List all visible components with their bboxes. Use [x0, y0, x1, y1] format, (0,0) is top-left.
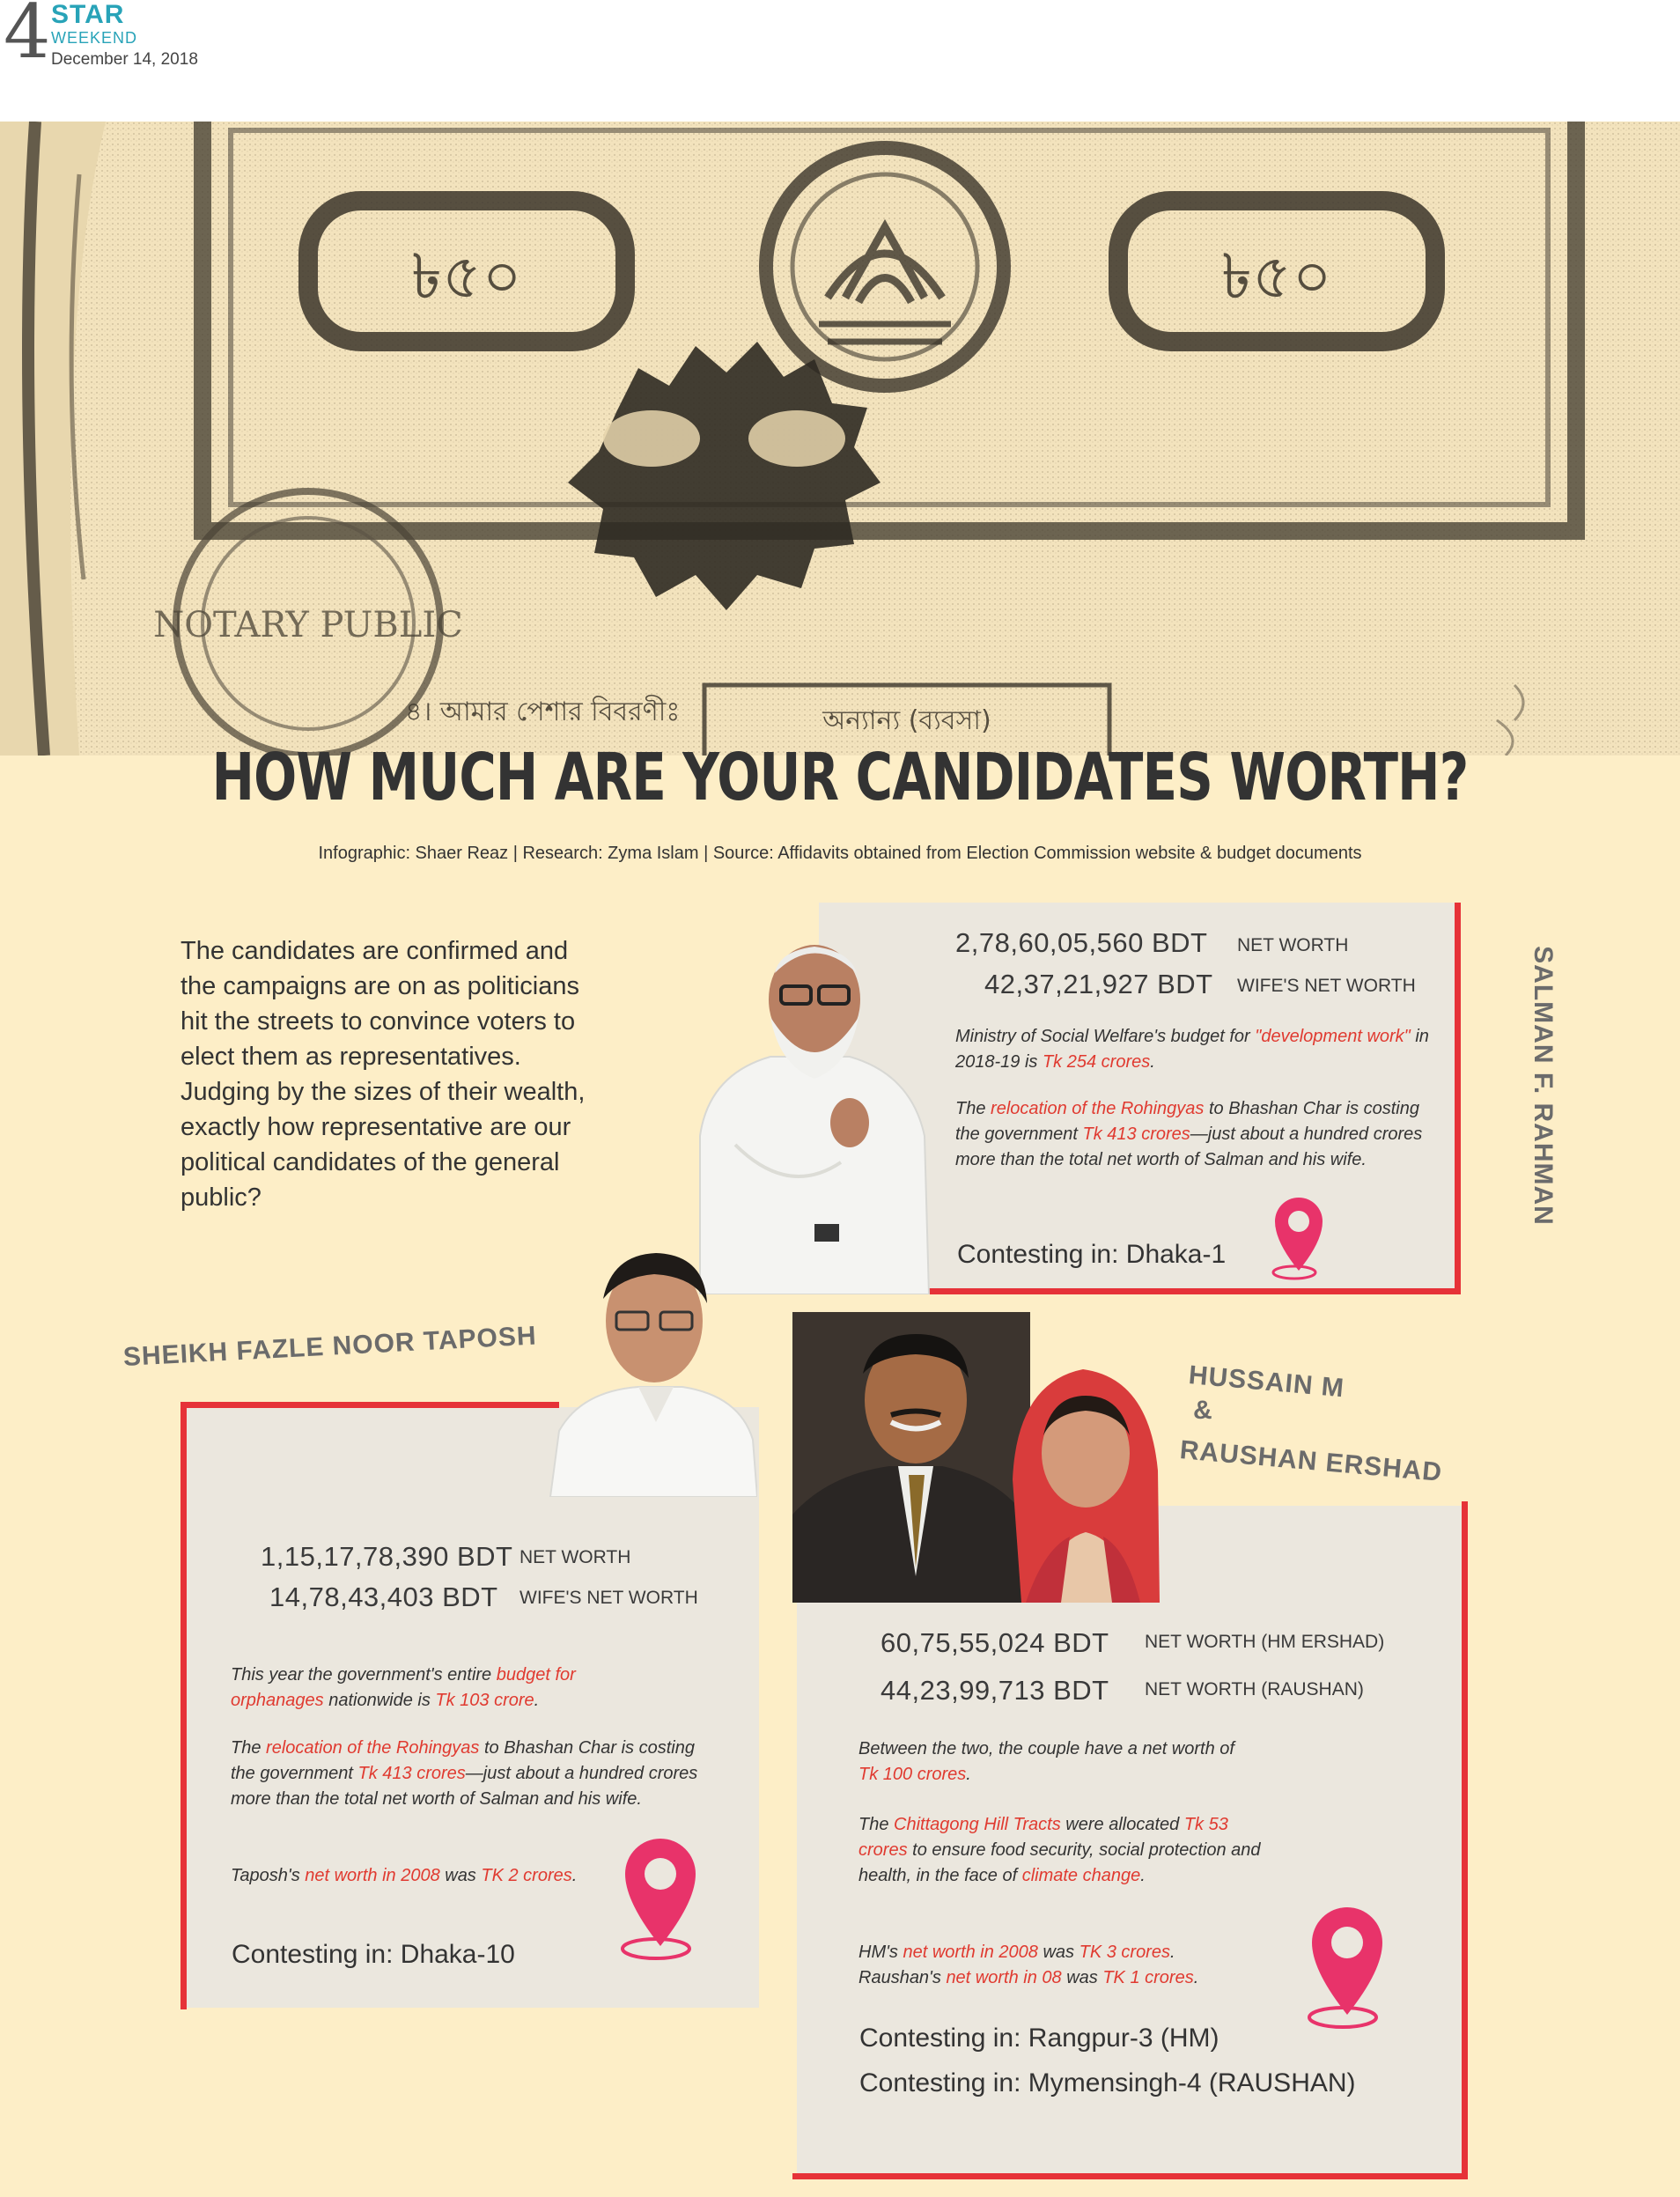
taposh-constituency: Contesting in: Dhaka-10	[232, 1940, 515, 1969]
taposh-wife-net-worth-label: WIFE'S NET WORTH	[519, 1588, 698, 1608]
ershad-name-ampersand: &	[1193, 1396, 1213, 1425]
ershad-note-cht: The Chittagong Hill Tracts were allocated Tk 53 crores to ensure food security, social protection and health, in the face of climate change.	[858, 1815, 1261, 1885]
credits-line: Infographic: Shaer Reaz | Research: Zyma Islam | Source: Affidavits obtained from Election Commission website & budget documents	[318, 844, 1362, 863]
raushan-net-worth-label: NET WORTH (RAUSHAN)	[1145, 1679, 1364, 1699]
hm-net-worth-label: NET WORTH (HM ERSHAD)	[1145, 1632, 1385, 1652]
salman-card-border-bottom	[911, 1288, 1461, 1294]
salman-net-worth-label: NET WORTH	[1237, 935, 1349, 955]
page-title: HOW MUCH ARE YOUR CANDIDATES WORTH?	[211, 740, 1469, 815]
salman-wife-net-worth-value: 42,37,21,927 BDT	[984, 969, 1213, 999]
location-pin-icon	[1268, 1193, 1330, 1281]
affidavit-stamp-illustration	[0, 122, 1680, 756]
location-pin-icon	[616, 1832, 704, 1964]
stamp-value-left: ৳৫০	[411, 240, 522, 313]
hm-net-worth-value: 60,75,55,024 BDT	[881, 1627, 1109, 1658]
hm-constituency: Contesting in: Rangpur-3 (HM)	[859, 2024, 1219, 2053]
hm-ershad-portrait	[792, 1312, 1030, 1603]
taposh-note-2008: Taposh's net worth in 2008 was TK 2 crores.	[231, 1866, 578, 1885]
salman-card-border-right	[1455, 903, 1461, 1294]
issue-date: December 14, 2018	[51, 50, 198, 69]
raushan-constituency: Contesting in: Mymensingh-4 (RAUSHAN)	[859, 2068, 1356, 2097]
location-pin-icon	[1303, 1900, 1391, 2032]
ershad-note-combined: Between the two, the couple have a net worth of Tk 100 crores.	[858, 1739, 1234, 1784]
taposh-name: SHEIKH FAZLE NOOR TAPOSH	[122, 1321, 538, 1372]
ershad-card-border-right	[1462, 1501, 1468, 2179]
taposh-wife-net-worth-value: 14,78,43,403 BDT	[269, 1581, 498, 1612]
salman-net-worth-value: 2,78,60,05,560 BDT	[955, 927, 1208, 958]
salman-wife-net-worth-label: WIFE'S NET WORTH	[1237, 976, 1416, 996]
taposh-note-orphanage-budget: This year the government's entire budget for orphanages nationwide is Tk 103 crore.	[231, 1665, 576, 1710]
raushan-net-worth-value: 44,23,99,713 BDT	[881, 1675, 1109, 1706]
ershad-card-border-bottom	[792, 2173, 1468, 2179]
taposh-note-rohingya: The relocation of the Rohingyas to Bhashan Char is costing the government Tk 413 crores—just about a hundred crores more than the total net worth of Salman and his wife.	[231, 1738, 698, 1809]
brand-weekend: WEEKEND	[51, 29, 138, 47]
taposh-portrait	[542, 1237, 757, 1497]
brand-star: STAR	[51, 0, 125, 29]
salman-note-rohingya: The relocation of the Rohingyas to Bhashan Char is costing the government Tk 413 crores—just about a hundred crores more than the total net worth of Salman and his wife.	[955, 1099, 1423, 1169]
intro-paragraph: The candidates are confirmed and the campaigns are on as politicians hit the streets to convince voters to elect them as representatives. Judging by the sizes of their wealth, exactly how representative are our political candidates of the general public?	[181, 937, 586, 1212]
ershad-note-2008: HM's net worth in 2008 was TK 3 crores. Raushan's net worth in 08 was TK 1 crores.	[858, 1943, 1199, 1987]
masthead	[0, 0, 1680, 122]
salman-name: SALMAN F. RAHMAN	[1529, 946, 1558, 1226]
salman-constituency: Contesting in: Dhaka-1	[957, 1240, 1227, 1269]
ershad-name-line1: HUSSAIN M	[1187, 1360, 1346, 1404]
notary-seal-text: NOTARY PUBLIC	[153, 605, 463, 645]
ershad-name-line3: RAUSHAN ERSHAD	[1178, 1435, 1444, 1487]
hero-affidavit-image	[0, 122, 1680, 756]
taposh-net-worth-label: NET WORTH	[519, 1547, 631, 1567]
affidavit-form-line: ৪। আমার পেশার বিবরণীঃ	[405, 697, 681, 727]
taposh-net-worth-value: 1,15,17,78,390 BDT	[261, 1541, 513, 1572]
raushan-ershad-portrait	[1008, 1347, 1162, 1603]
affidavit-form-value: অন্যান্য (ব্যবসা)	[822, 705, 991, 736]
page-number: 4	[4, 0, 51, 75]
taposh-card-border-top	[181, 1402, 559, 1408]
taposh-card-border-left	[181, 1402, 187, 2009]
stamp-value-right: ৳৫০	[1221, 240, 1332, 313]
salman-note-welfare-budget: Ministry of Social Welfare's budget for "development work" in 2018-19 is Tk 254 crores.	[955, 1027, 1429, 1072]
